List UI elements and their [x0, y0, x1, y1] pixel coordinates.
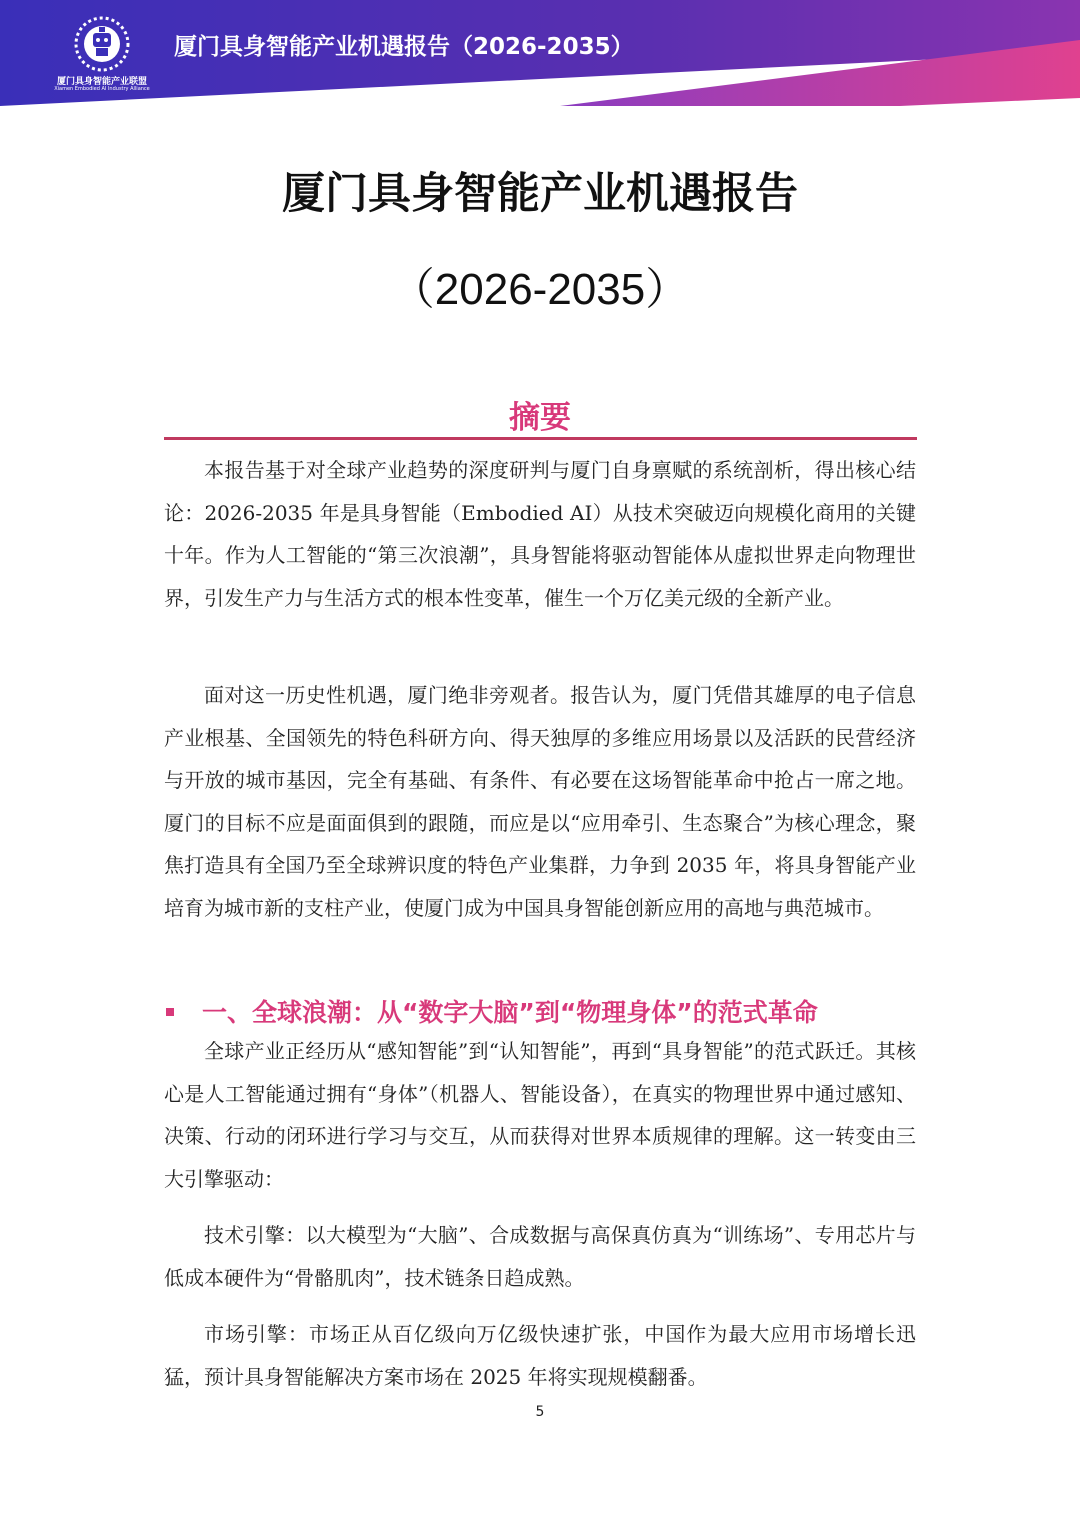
page-number: 5: [535, 1404, 545, 1420]
page-header: [0, 0, 1080, 106]
section-paragraph-1: 全球产业正经历从“感知智能”到“认知智能”，再到“具身智能”的范式跃迁。其核心是人工智能通过拥有“身体”（机器人、智能设备），在真实的物理世界中通过感知、决策、行动的闭环进行学习与交互，从而获得对世界本质规律的理解。这一转变由三大引擎驱动：: [164, 1039, 916, 1191]
header-title: 厦门具身智能产业机遇报告（2026-2035）: [174, 34, 634, 60]
logo-badge: EAIA: [92, 61, 112, 69]
logo-name-en: Xiamen Embodied AI Industry Alliance: [54, 86, 150, 92]
abstract-paragraph-2: 面对这一历史性机遇，厦门绝非旁观者。报告认为，厦门凭借其雄厚的电子信息产业根基、全国领先的特色科研方向、得天独厚的多维应用场景以及活跃的民营经济与开放的城市基因，完全有基础、有条件、有必要在这场智能革命中抢占一席之地。厦门的目标不应是面面俱到的跟随，而应是以“应用牵引、生态聚合”为核心理念，聚焦打造具有全国乃至全球辨识度的特色产业集群，力争到 2035 年，将具身智能产业培育为城市新的支柱产业，使厦门成为中国具身智能创新应用的高地与典范城市。: [164, 683, 916, 920]
abstract-divider: [164, 437, 917, 440]
section-paragraph-3: 市场引擎：市场正从百亿级向万亿级快速扩张，中国作为最大应用市场增长迅猛，预计具身智能解决方案市场在 2025 年将实现规模翻番。: [164, 1322, 916, 1389]
logo-name-cn: 厦门具身智能产业联盟: [56, 77, 147, 87]
report-title: 厦门具身智能产业机遇报告: [282, 169, 798, 219]
abstract-heading: 摘要: [509, 400, 571, 436]
section-heading-text: 一、全球浪潮：从“数字大脑”到“物理身体”的范式革命: [202, 998, 818, 1027]
report-years: （2026-2035）: [390, 265, 690, 314]
abstract-paragraph-1: 本报告基于对全球产业趋势的深度研判与厦门自身禀赋的系统剖析，得出核心结论：2026-2035 年是具身智能（Embodied AI）从技术突破迈向规模化商用的关键十年。作为人工智能的“第三次浪潮”，具身智能将驱动智能体从虚拟世界走向物理世界，引发生产力与生活方式的根本性变革，催生一个万亿美元级的全新产业。: [164, 458, 916, 610]
section-heading: [164, 993, 916, 1029]
section-paragraph-2: 技术引擎：以大模型为“大脑”、合成数据与高保真仿真为“训练场”、专用芯片与低成本硬件为“骨骼肌肉”，技术链条日趋成熟。: [164, 1223, 916, 1290]
square-bullet-icon: [166, 1008, 174, 1016]
